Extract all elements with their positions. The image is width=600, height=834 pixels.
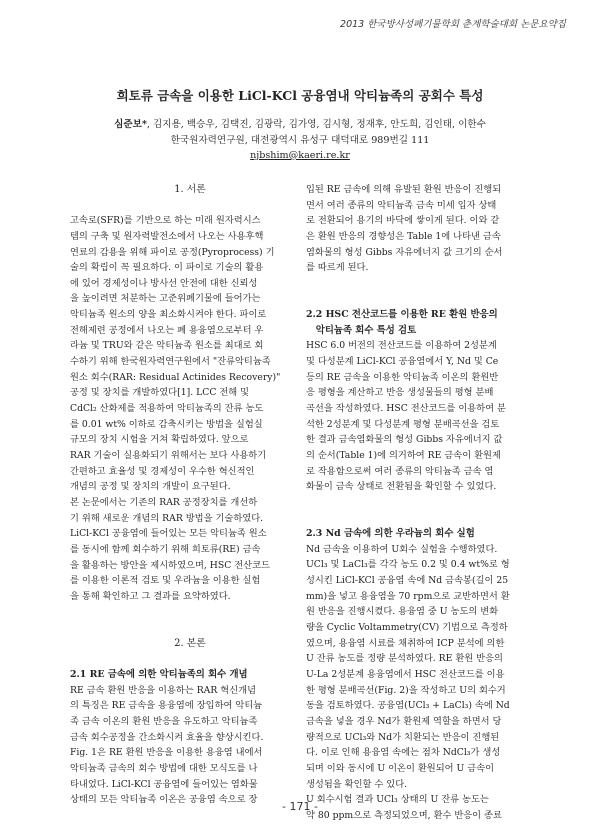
- text-line: 생성됨을 확인할 수 있다.: [306, 778, 408, 790]
- text-line: 공정 및 장치를 개발하였다[1]. LCC 전해 및: [70, 387, 250, 399]
- text-line: 간편하고 효율성 및 경제성이 우수한 혁신적인: [70, 465, 255, 477]
- text-line: RE 금속 환원 반응을 이용하는 RAR 혁신개념: [70, 684, 256, 696]
- co-authors: , 김지용, 백승우, 김택진, 김광락, 김가영, 김시형, 정재후, 안도희, 김인태, 이한수: [146, 119, 486, 130]
- author-email[interactable]: njbshim@kaeri.re.kr: [250, 150, 350, 161]
- text-line: 술의 확립이 꼭 필요하다. 이 파이로 기술의 활용: [70, 262, 264, 274]
- text-line: 라늄 및 TRU와 같은 악티늄족 원소를 최대로 회: [70, 340, 264, 352]
- text-line: 은 환원 반응의 경향성은 Table 1에 나타낸 금속: [306, 230, 501, 242]
- text-line: 곡선을 작성하였다. HSC 전산코드를 이용하여 분: [306, 402, 506, 414]
- text-line: U 회수시험 결과 UCl₃ 상태의 U 잔류 농도는: [306, 794, 489, 806]
- text-line: 을 활용하는 방안을 제시하였으며, HSC 전산코드: [70, 559, 270, 571]
- text-line: 다. 이로 인해 용융염 속에는 점차 NdCl₃가 생성: [306, 747, 501, 759]
- text-line: 로 작용함으로써 여러 종류의 악티늄족 금속 염: [306, 465, 494, 477]
- text-line: 였으며, 용융염 시료를 채취하여 ICP 분석에 의한: [306, 637, 505, 649]
- text-line: 고속로(SFR)를 기반으로 하는 미래 원자력시스: [70, 215, 261, 227]
- text-line: 규모의 장치 시험을 거쳐 확립하였다. 앞으로: [70, 434, 249, 446]
- subsection-heading: 악티늄족 회수 특성 검토: [306, 324, 417, 336]
- text-line: 등의 RE 금속을 이용한 악티늄족 이온의 환원반: [306, 371, 499, 383]
- text-line: 금속 회수공정을 간소화시켜 효율을 향상시킨다.: [70, 731, 264, 743]
- text-line: 약 80 ppm으로 측정되었으며, 환수 반응이 종료: [306, 809, 502, 821]
- text-line: U 잔류 농도를 정량 분석하였다. RE 환원 반응의: [306, 653, 503, 665]
- author-block: [40, 117, 560, 164]
- affiliation: 한국원자력연구원, 대전광역시 유성구 대덕대로 989번길 111: [170, 134, 430, 146]
- corresponding-author: 심준보*: [114, 119, 147, 130]
- text-line: 전해제련 공정에서 나오는 폐 용융염으로부터 우: [70, 324, 264, 336]
- text-line: 염화물의 형성 Gibbs 자유에너지 값 크기의 순서: [306, 246, 503, 258]
- text-line: 원소 회수(RAR: Residual Actinides Recovery)": [70, 371, 281, 383]
- text-line: 화물이 금속 상태로 전환됨을 확인할 수 있었다.: [306, 481, 497, 493]
- text-line: 본 논문에서는 기존의 RAR 공정장치를 개선하: [70, 497, 258, 508]
- right-column: [306, 182, 546, 823]
- page-number: - 171 -: [282, 800, 318, 813]
- text-line: 석한 2성분계 및 다성분계 평형 분배곡선을 검토: [306, 418, 500, 430]
- text-line: 를 따르게 된다.: [306, 262, 369, 274]
- text-line: 족 금속 이온의 환원 반응을 유도하고 악티늄족: [70, 715, 258, 727]
- spacer: [306, 510, 546, 526]
- text-line: 를 동시에 함께 회수하기 위해 희토류(RE) 금속: [70, 543, 261, 555]
- text-line: UCl₃ 및 LaCl₃를 각각 농도 0.2 및 0.4 wt%로 형: [306, 559, 510, 571]
- text-line: 를 0.01 wt% 이하로 감축시키는 방법을 실험실: [70, 418, 263, 430]
- spacer: [306, 292, 546, 308]
- text-line: 로 전환되어 용기의 바닥에 쌓이게 된다. 이와 같: [306, 215, 500, 227]
- text-line: 개념의 공정 및 장치의 개발이 요구된다.: [70, 481, 231, 493]
- text-line: Fig. 1은 RE 환원 반응을 이용한 용융염 내에서: [70, 747, 263, 759]
- text-line: 템의 구축 및 원자력발전소에서 나오는 사용후핵: [70, 230, 264, 242]
- spacer: [70, 651, 310, 667]
- text-line: 되며 이와 동시에 U 이온이 환원되어 U 금속이: [306, 762, 495, 774]
- section-heading: 2. 본론: [174, 637, 206, 649]
- text-line: 기 위해 새로운 개념의 RAR 방법을 기술하였다.: [70, 512, 264, 524]
- text-line: 성시킨 LiCl-KCl 공융염 속에 Nd 금속봉(길이 25: [306, 574, 509, 586]
- text-line: HSC 6.0 버전의 전산코드를 이용하여 2성분계: [306, 340, 497, 352]
- text-line: 악티늄족 금속의 회수 방법에 대한 모식도를 나: [70, 762, 258, 774]
- text-line: 면서 여러 종류의 악티늄족 금속 미세 입자 상태: [306, 199, 497, 211]
- paper-title: 희토류 금속을 이용한 LiCl-KCl 공융염내 악티늄족의 공회수 특성: [116, 88, 484, 103]
- spacer: [70, 620, 310, 636]
- text-line: 동을 검토하였다. 공융염(UCl₃ + LaCl₃) 속에 Nd: [306, 700, 510, 712]
- text-line: 량적으로 UCl₃와 Nd가 치환되는 반응이 진행된: [306, 731, 500, 743]
- subsection-heading: 2.2 HSC 전산코드를 이용한 RE 환원 반응의: [306, 309, 498, 321]
- left-column: [70, 182, 310, 808]
- spacer: [70, 198, 310, 214]
- text-line: 수하기 위해 한국원자력연구원에서 "잔류악티늄족: [70, 356, 271, 368]
- text-line: 한 결과 금속염화물의 형성 Gibbs 자유에너지 값: [306, 434, 503, 446]
- subsection-heading: 2.1 RE 금속에 의한 악티늄족의 회수 개념: [70, 668, 248, 680]
- text-line: 에 있어 경제성이나 방사선 안전에 대한 신뢰성: [70, 277, 258, 289]
- text-line: Nd 금속을 이용하여 U회수 실험을 수행하였다.: [306, 543, 498, 555]
- spacer: [306, 495, 546, 511]
- text-line: 한 평형 분배곡선(Fig. 2)을 작성하고 U의 회수거: [306, 684, 506, 696]
- text-line: 을 높이려면 처분하는 고준위폐기물에 들어가는: [70, 293, 261, 305]
- text-line: 응 평형을 계산하고 반응 생성물들의 평형 분배: [306, 387, 494, 399]
- text-line: RAR 기술이 실용화되기 위해서는 보다 사용하기: [70, 450, 267, 462]
- text-line: 상태의 모든 악티늄족 이온은 공융염 속으로 장: [70, 794, 258, 806]
- text-line: 를 이용한 이론적 검토 및 우라늄을 이용한 실험: [70, 575, 261, 587]
- text-line: 의 순서(Table 1)에 의거하여 RE 금속이 환원제: [306, 449, 501, 461]
- text-line: mm)을 넣고 용융염을 70 rpm으로 교반하면서 환: [306, 590, 510, 602]
- text-line: 을 통해 확인하고 그 결과를 요약하였다.: [70, 590, 231, 602]
- text-line: 입된 RE 금속에 의해 유발된 환원 반응이 진행되: [306, 184, 502, 195]
- text-line: 금속을 넣을 경우 Nd가 환원제 역할을 하면서 당: [306, 715, 502, 727]
- section-heading: 1. 서론: [174, 184, 206, 195]
- text-line: 및 다성분계 LiCl-KCl 공융염에서 Y, Nd 및 Ce: [306, 355, 499, 367]
- spacer: [306, 276, 546, 292]
- author-list: [40, 117, 560, 133]
- text-line: 타내었다. LiCl-KCl 공융염에 들어있는 염화물: [70, 778, 258, 790]
- text-line: LiCl-KCl 공융염에 들어있는 모든 악티늄족 원소: [70, 528, 267, 540]
- spacer: [70, 605, 310, 621]
- subsection-heading: 2.3 Nd 금속에 의한 우라늄의 회수 실험: [306, 528, 475, 540]
- text-line: CdCl₂ 산화제를 적용하여 악티늄족의 잔류 농도: [70, 403, 264, 415]
- text-line: 악티늄족 원소의 양을 최소화시켜야 한다. 파이로: [70, 309, 267, 321]
- journal-header: 2013 한국방사성폐기물학회 춘계학술대회 논문요약집: [340, 19, 566, 30]
- text-line: 원 반응을 진행시켰다. 용융염 중 U 농도의 변화: [306, 606, 499, 618]
- text-line: U-La 2성분계 용융염에서 HSC 전산코드를 이용: [306, 668, 505, 680]
- text-line: 의 특징은 RE 금속을 용융염에 장입하여 악티늄: [70, 700, 263, 712]
- text-line: 량을 Cyclic Voltammetry(CV) 기법으로 측정하: [306, 621, 508, 633]
- text-line: 연료의 감용을 위해 파이로 공정(Pyroprocess) 기: [70, 246, 275, 258]
